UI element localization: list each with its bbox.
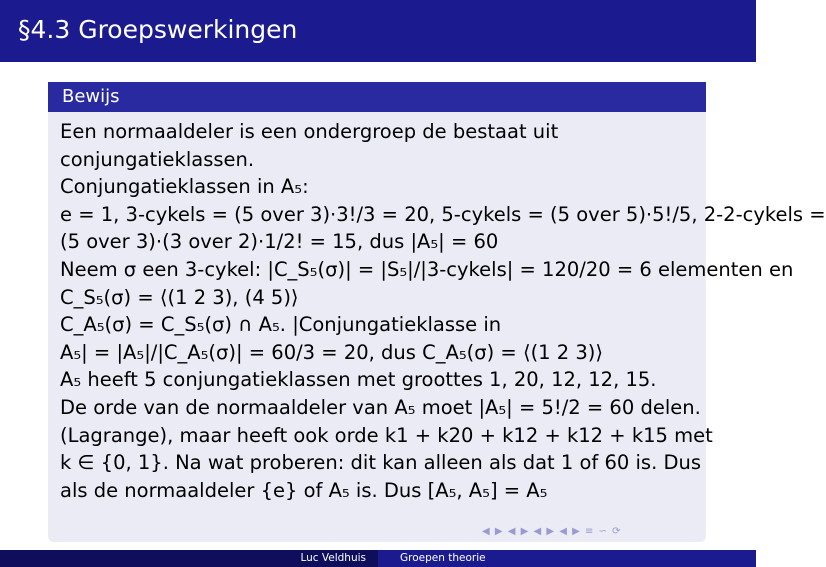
proof-line: C_S₅(σ) = ⟨(1 2 3), (4 5)⟩: [60, 285, 299, 309]
proof-line: (5 over 3)·(3 over 2)·1/2! = 15, dus |A₅| = 60: [60, 230, 499, 254]
proof-line: e = 1, 3-cykels = (5 over 3)·3!/3 = 20, 5-cykels = (5 over 5)·5!/5, 2-2-cykels =: [60, 202, 826, 226]
proof-line: C_A₅(σ) = C_S₅(σ) ∩ A₅. |Conjungatieklasse in: [60, 313, 502, 337]
proof-block: [48, 82, 826, 542]
block-heading: Bewijs: [48, 82, 706, 112]
proof-line: k ∈ {0, 1}. Na wat proberen: dit kan alleen als dat 1 of 60 is. Dus: [60, 451, 702, 475]
proof-line: conjungatieklassen.: [60, 147, 255, 171]
block-body: [48, 112, 826, 504]
proof-line: (Lagrange), maar heeft ook orde k1 + k20 + k12 + k12 + k15 met: [60, 423, 713, 447]
proof-line: Neem σ een 3-cykel: |C_S₅(σ)| = |S₅|/|3-cykels| = 120/20 = 6 elementen en: [60, 257, 794, 281]
footer: [0, 550, 756, 567]
beamer-navigation-icons[interactable]: ◀ ▶ ◀ ▶ ◀ ▶ ◀ ▶ ≡ ∽ ⟳: [482, 526, 622, 537]
slide-title-bar: [0, 0, 756, 62]
slide-title: §4.3 Groepswerkingen: [18, 15, 298, 44]
footer-short-title: Groepen theorie: [400, 552, 486, 564]
proof-line: Conjungatieklassen in A₅:: [60, 175, 309, 199]
footer-left: [0, 550, 378, 567]
proof-line: A₅| = |A₅|/|C_A₅(σ)| = 60/3 = 20, dus C_A₅(σ) = ⟨(1 2 3)⟩: [60, 340, 604, 364]
proof-line: De orde van de normaaldeler van A₅ moet |A₅| = 5!/2 = 60 delen.: [60, 395, 701, 419]
footer-right: [378, 550, 756, 567]
proof-line: A₅ heeft 5 conjungatieklassen met groottes 1, 20, 12, 12, 15.: [60, 368, 657, 392]
proof-line: als de normaaldeler {e} of A₅ is. Dus [A₅, A₅] = A₅: [60, 478, 548, 502]
footer-author: Luc Veldhuis: [300, 552, 366, 564]
proof-line: Een normaaldeler is een ondergroep de bestaat uit: [60, 120, 559, 143]
